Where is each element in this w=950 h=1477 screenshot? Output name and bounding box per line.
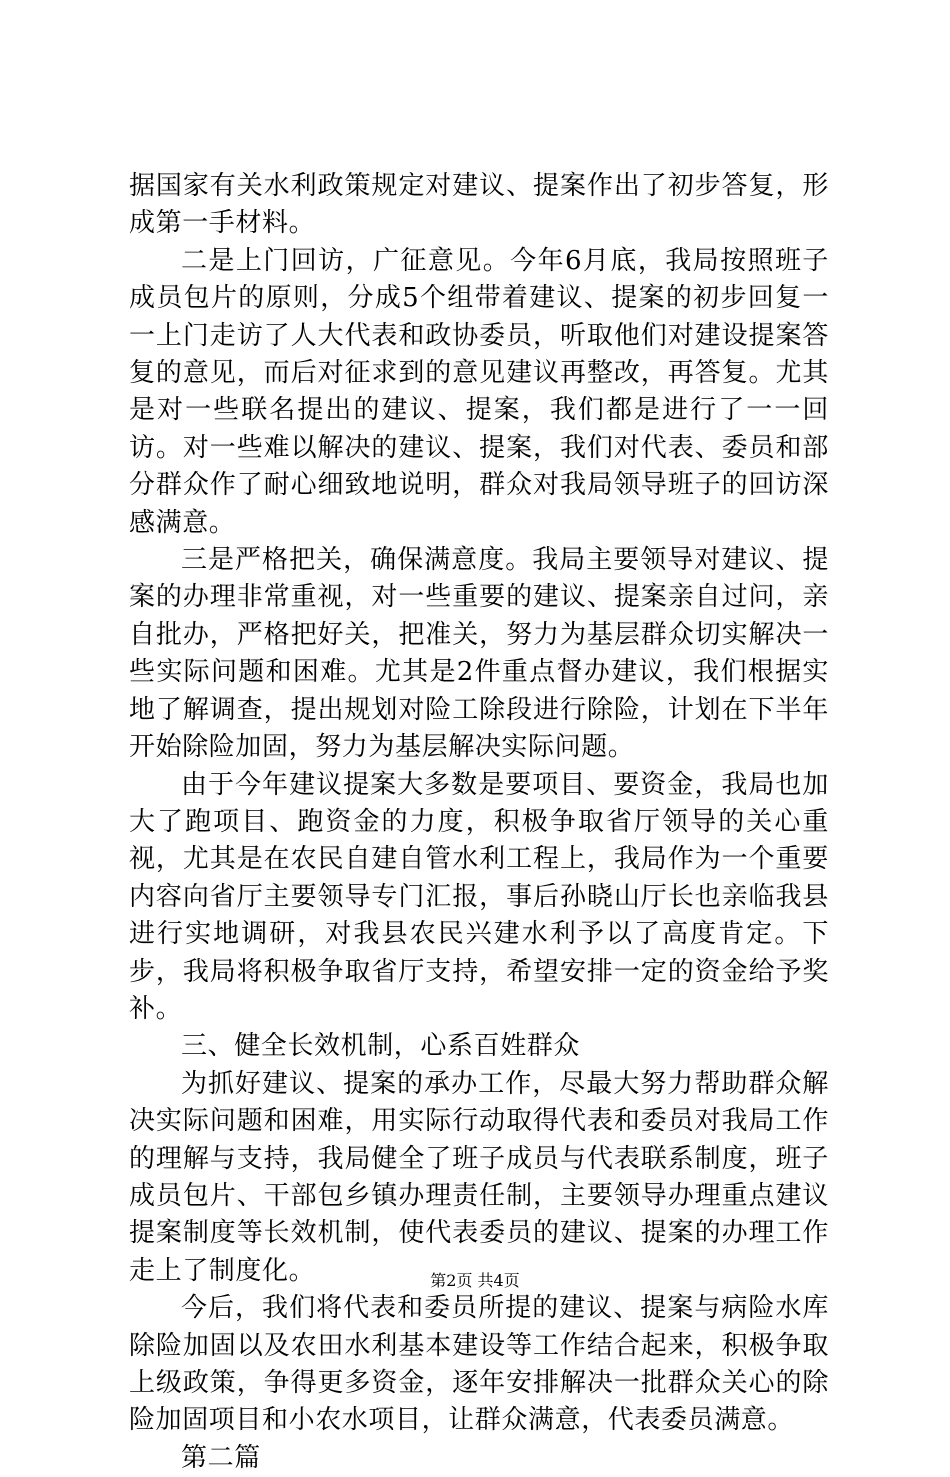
part-heading: 第二篇 (181, 1442, 261, 1473)
paragraph-strict-control: 三是严格把关，确保满意度。我局主要领导对建议、提案的办理非常重视，对一些重要的建议、提案亲自过问，亲自批办，严格把好关，把准关，努力为基层群众切实解决一些实际问题和困难。尤其是2件重点督办建议，我们根据实地了解调查，提出规划对险工除段进行除险，计划在下半年开始除险加固，努力为基层解决实际问题。 (129, 545, 829, 763)
paragraph-funding: 由于今年建议提案大多数是要项目、要资金，我局也加大了跑项目、跑资金的力度，积极争取省厅领导的关心重视，尤其是在农民自建自管水利工程上，我局作为一个重要内容向省厅主要领导专门汇报，事后孙晓山厅长也亲临我县进行实地调研，对我县农民兴建水利予以了高度肯定。下步，我局将积极争取省厅支持，希望安排一定的资金给予奖补。 (129, 769, 829, 1024)
paragraph-future: 今后，我们将代表和委员所提的建议、提案与病险水库除险加固以及农田水利基本建设等工作结合起来，积极争取上级政策，争得更多资金，逐年安排解决一批群众关心的除险加固项目和小农水项目，让群众满意，代表委员满意。 (129, 1293, 829, 1436)
page-number-footer: 第2页 共4页 (430, 1271, 520, 1290)
paragraph-mechanism: 为抓好建议、提案的承办工作，尽最大努力帮助群众解决实际问题和困难，用实际行动取得代表和委员对我局工作的理解与支持，我局健全了班子成员与代表联系制度，班子成员包片、干部包乡镇办理责任制，主要领导办理重点建议提案制度等长效机制，使代表委员的建议、提案的办理工作走上了制度化。 (129, 1068, 829, 1286)
paragraph-return-visit: 二是上门回访，广征意见。今年6月底，我局按照班子成员包片的原则，分成5个组带着建议、提案的初步回复一一上门走访了人大代表和政协委员，听取他们对建设提案答复的意见，而后对征求到的意见建议再整改，再答复。尤其是对一些联名提出的建议、提案，我们都是进行了一一回访。对一些难以解决的建议、提案，我们对代表、委员和部分群众作了耐心细致地说明，群众对我局领导班子的回访深感满意。 (129, 245, 829, 538)
section-heading: 三、健全长效机制，心系百姓群众 (181, 1031, 581, 1062)
paragraph-continuation: 据国家有关水利政策规定对建议、提案作出了初步答复，形成第一手材料。 (129, 171, 829, 239)
